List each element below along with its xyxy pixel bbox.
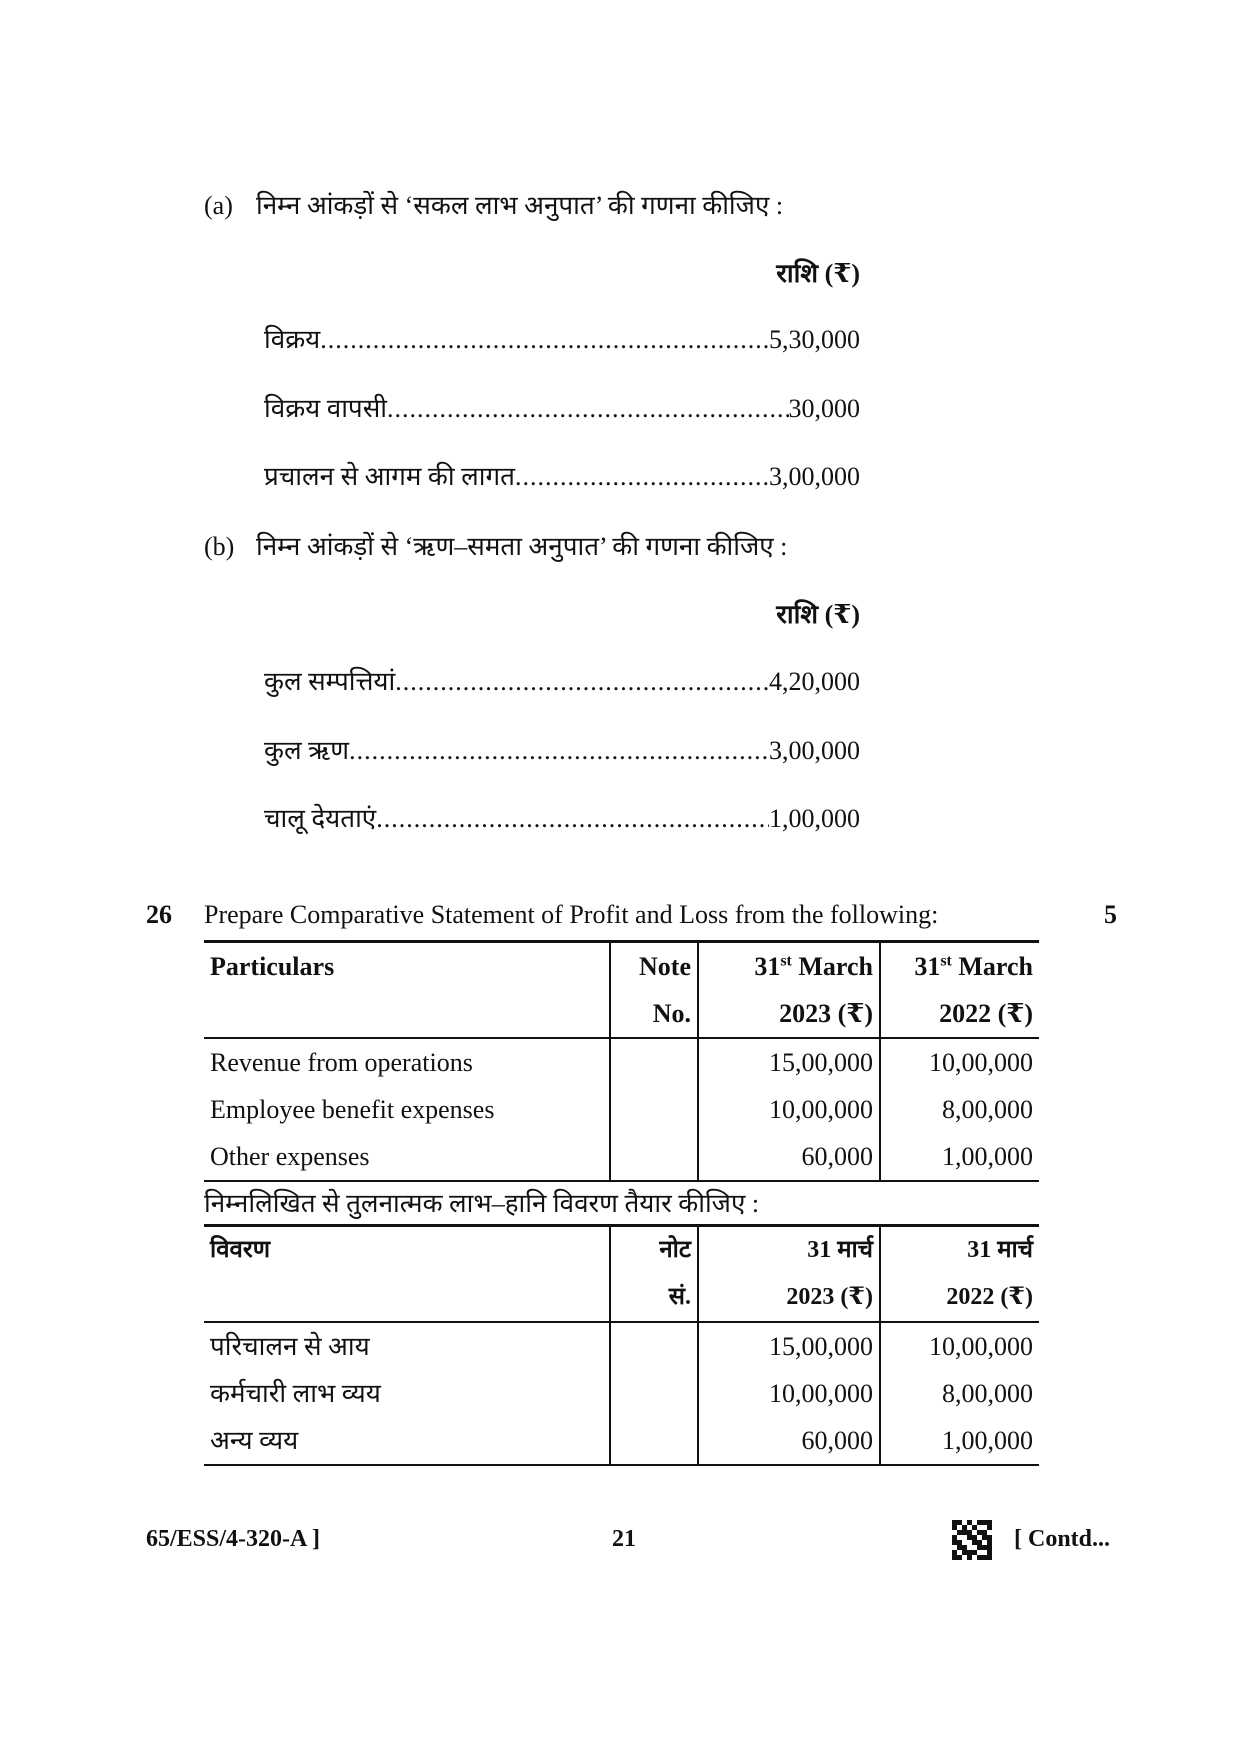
- question-26-text-hi: निम्नलिखित से तुलनात्मक लाभ–हानि विवरण तैयार कीजिए :: [204, 1189, 760, 1218]
- dot-leader: [349, 736, 769, 766]
- paper-code: 65/ESS/4-320-A ]: [146, 1526, 321, 1552]
- header-particulars-blank: [204, 990, 610, 1038]
- item-name: प्रचालन से आगम की लागत: [264, 462, 515, 491]
- cell-note: [610, 1370, 698, 1417]
- amount-header-b: राशि (₹): [776, 600, 860, 629]
- header-note: नोट: [610, 1226, 698, 1275]
- cell-2023: 60,000: [698, 1133, 880, 1181]
- cell-particular: Revenue from operations: [210, 1048, 473, 1077]
- header-year-1-value: 2023 (₹): [698, 990, 880, 1038]
- header-year-2-value: 2022 (₹): [880, 1274, 1039, 1322]
- header-particulars: Particulars: [204, 942, 610, 991]
- line-item-a-1: [264, 320, 860, 356]
- item-name: विक्रय वापसी: [264, 394, 388, 423]
- item-value: 5,30,000: [769, 325, 860, 354]
- table-row: [204, 1086, 1039, 1133]
- header-particulars-blank: [204, 1274, 610, 1322]
- comparative-table-english: [204, 940, 1039, 1182]
- header-year-1: 31 मार्च: [698, 1226, 880, 1275]
- dot-leader: [376, 804, 769, 834]
- table-row: [204, 1133, 1039, 1181]
- amount-header-a: राशि (₹): [776, 259, 860, 288]
- cell-2022: 10,00,000: [880, 1322, 1039, 1370]
- item-name: चालू देयताएं: [264, 804, 377, 833]
- dot-leader: [395, 667, 769, 697]
- question-b: [204, 527, 787, 563]
- line-item-b-1: [264, 662, 860, 698]
- cell-note: [610, 1417, 698, 1465]
- header-year-1-value: 2023 (₹): [698, 1274, 880, 1322]
- cell-particular: अन्य व्यय: [204, 1417, 610, 1465]
- table-row: [204, 1370, 1039, 1417]
- cell-2022: 1,00,000: [880, 1133, 1039, 1181]
- cell-2022: 8,00,000: [880, 1370, 1039, 1417]
- question-marks: 5: [1104, 900, 1117, 929]
- qr-code-icon: [952, 1520, 992, 1560]
- question-a-text: निम्न आंकड़ों से ‘सकल लाभ अनुपात’ की गणना कीजिए :: [256, 191, 784, 220]
- comparative-table-hindi: [204, 1224, 1039, 1466]
- header-particulars: विवरण: [204, 1226, 610, 1275]
- cell-2023: 10,00,000: [698, 1086, 880, 1133]
- cell-2023: 10,00,000: [698, 1370, 880, 1417]
- item-value: 1,00,000: [769, 804, 860, 833]
- cell-particular: कर्मचारी लाभ व्यय: [210, 1379, 381, 1408]
- table-row: [204, 1038, 1039, 1086]
- cell-particular: परिचालन से आय: [210, 1332, 370, 1361]
- cell-2022: 1,00,000: [880, 1417, 1039, 1465]
- cell-2022: 10,00,000: [880, 1038, 1039, 1086]
- header-year-2: 31 मार्च: [880, 1226, 1039, 1275]
- item-name: कुल सम्पत्तियां: [264, 667, 396, 696]
- dot-leader: [387, 394, 788, 424]
- header-year-2-value: 2022 (₹): [880, 990, 1039, 1038]
- header-note-no: सं.: [610, 1274, 698, 1322]
- item-value: 4,20,000: [769, 667, 860, 696]
- question-a: [204, 186, 783, 222]
- cell-particular: Employee benefit expenses: [210, 1095, 495, 1124]
- line-item-b-3: [264, 799, 860, 835]
- question-number: 26: [146, 900, 172, 929]
- cell-2023: 60,000: [698, 1417, 880, 1465]
- header-year-1: 31st March: [698, 942, 880, 991]
- dot-leader: [320, 325, 769, 355]
- cell-particular: Other expenses: [204, 1133, 610, 1181]
- cell-note: [610, 1086, 698, 1133]
- header-year-2: 31st March: [880, 942, 1039, 991]
- question-b-text: निम्न आंकड़ों से ‘ऋण–समता अनुपात’ की गणना कीजिए :: [256, 532, 788, 561]
- cell-note: [610, 1133, 698, 1181]
- cell-note: [610, 1322, 698, 1370]
- item-name: कुल ऋण: [264, 736, 350, 765]
- header-note-no: No.: [610, 990, 698, 1038]
- cell-2022: 8,00,000: [880, 1086, 1039, 1133]
- line-item-a-2: [264, 389, 860, 425]
- table-row: [204, 1417, 1039, 1465]
- header-note: Note: [610, 942, 698, 991]
- cell-2023: 15,00,000: [698, 1322, 880, 1370]
- line-item-b-2: [264, 731, 860, 767]
- question-b-label: (b): [204, 532, 235, 561]
- dot-leader: [515, 462, 769, 492]
- item-value: 3,00,000: [769, 462, 860, 491]
- item-value: 3,00,000: [769, 736, 860, 765]
- item-name: विक्रय: [264, 325, 321, 354]
- continued-label: [ Contd...: [1014, 1526, 1111, 1552]
- question-26-text-en: Prepare Comparative Statement of Profit and Loss from the following:: [204, 900, 939, 929]
- cell-note: [610, 1038, 698, 1086]
- page-number: 21: [612, 1526, 636, 1552]
- line-item-a-3: [264, 457, 860, 493]
- table-row: [204, 1322, 1039, 1370]
- cell-2023: 15,00,000: [698, 1038, 880, 1086]
- question-a-label: (a): [204, 191, 233, 220]
- item-value: 30,000: [788, 394, 860, 423]
